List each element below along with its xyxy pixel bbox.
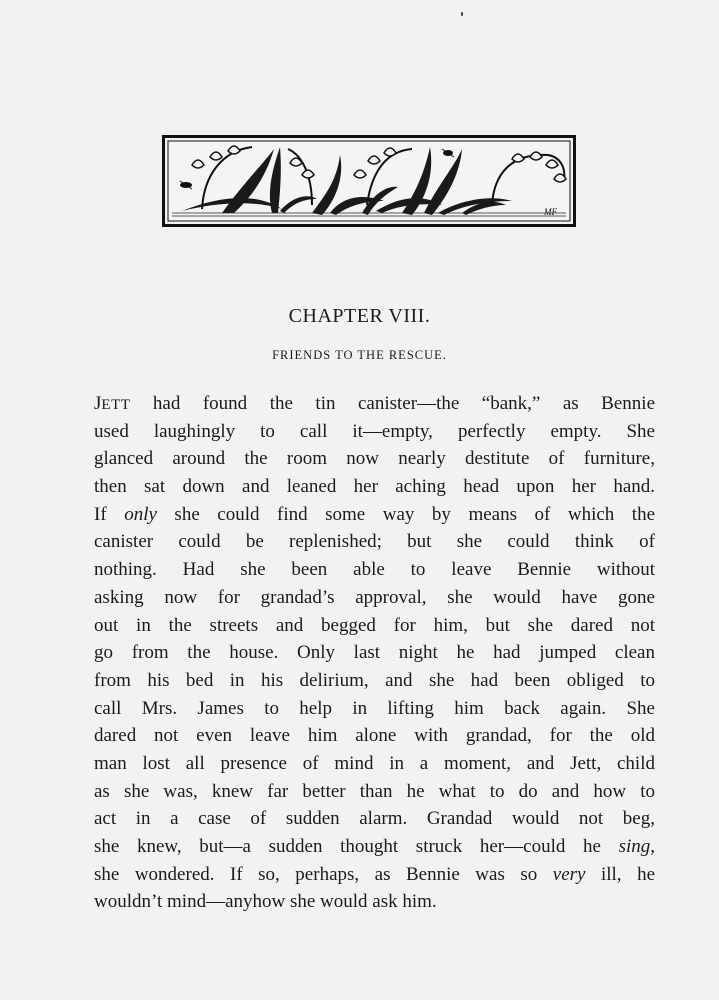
chapter-title: CHAPTER VIII. bbox=[288, 305, 431, 327]
text-run: dared not even leave him alone with grandad, for the old bbox=[94, 725, 655, 747]
text-line bbox=[94, 667, 655, 695]
text-line bbox=[94, 750, 655, 778]
text-run: out in the streets and begged for him, but she dared not bbox=[94, 614, 655, 636]
text-run: , bbox=[650, 836, 655, 857]
text-run: asking now for grandad’s approval, she would have gone bbox=[94, 586, 655, 608]
text-line bbox=[94, 833, 655, 861]
text-line bbox=[94, 390, 655, 418]
text-run: call Mrs. James to help in lifting him back again. She bbox=[94, 697, 655, 719]
text-run: act in a case of sudden alarm. Grandad would not beg, bbox=[94, 808, 655, 830]
text-line bbox=[94, 805, 655, 833]
italic-word: very bbox=[552, 863, 586, 885]
text-run: man lost all presence of mind in a moment, and Jett, child bbox=[94, 752, 655, 774]
text-line bbox=[94, 778, 655, 806]
text-run: she could find some way by means of which the bbox=[156, 503, 656, 525]
lead-initial: J bbox=[94, 393, 102, 414]
svg-text:MF: MF bbox=[544, 207, 557, 217]
text-line bbox=[94, 722, 655, 750]
text-line bbox=[94, 528, 655, 556]
chapter-body-paragraph bbox=[94, 390, 655, 916]
text-line bbox=[94, 418, 655, 446]
text-run: go from the house. Only last night he had jumped clean bbox=[94, 642, 655, 664]
text-line bbox=[94, 612, 655, 640]
text-line bbox=[94, 501, 655, 529]
text-line bbox=[94, 695, 655, 723]
text-run: wouldn’t mind—anyhow she would ask him. bbox=[94, 891, 437, 913]
text-run: she knew, but—a sudden thought struck her—could he bbox=[94, 836, 619, 857]
text-run: ill, he bbox=[585, 863, 655, 885]
lead-smallcaps: ETT bbox=[101, 397, 131, 413]
ornament-headpiece bbox=[162, 135, 576, 227]
text-run: canister could be replenished; but she could think of bbox=[94, 531, 655, 553]
chapter-subtitle: FRIENDS TO THE RESCUE. bbox=[272, 348, 447, 362]
text-line bbox=[94, 556, 655, 584]
text-run: from his bed in his delirium, and she had been obliged to bbox=[94, 669, 655, 691]
text-run: then sat down and leaned her aching head upon her hand. bbox=[94, 476, 655, 498]
italic-word: sing bbox=[618, 836, 651, 857]
text-line bbox=[94, 473, 655, 501]
text-run: glanced around the room now nearly destitute of furniture, bbox=[94, 448, 655, 470]
floral-ornament-icon bbox=[162, 135, 576, 227]
text-line bbox=[94, 445, 655, 473]
text-run: she wondered. If so, perhaps, as Bennie was so bbox=[94, 863, 553, 885]
italic-word: only bbox=[124, 503, 157, 525]
text-run: as she was, knew far better than he what to do and how to bbox=[94, 780, 655, 802]
text-run: had found the tin canister—the “bank,” as Bennie bbox=[130, 393, 655, 414]
text-line bbox=[94, 888, 655, 916]
text-run: If bbox=[94, 503, 125, 525]
print-speck bbox=[461, 12, 463, 16]
text-line bbox=[94, 639, 655, 667]
text-line bbox=[94, 584, 655, 612]
text-run: used laughingly to call it—empty, perfectly empty. She bbox=[94, 420, 655, 442]
text-line bbox=[94, 861, 655, 889]
text-run: nothing. Had she been able to leave Bennie without bbox=[94, 559, 655, 581]
